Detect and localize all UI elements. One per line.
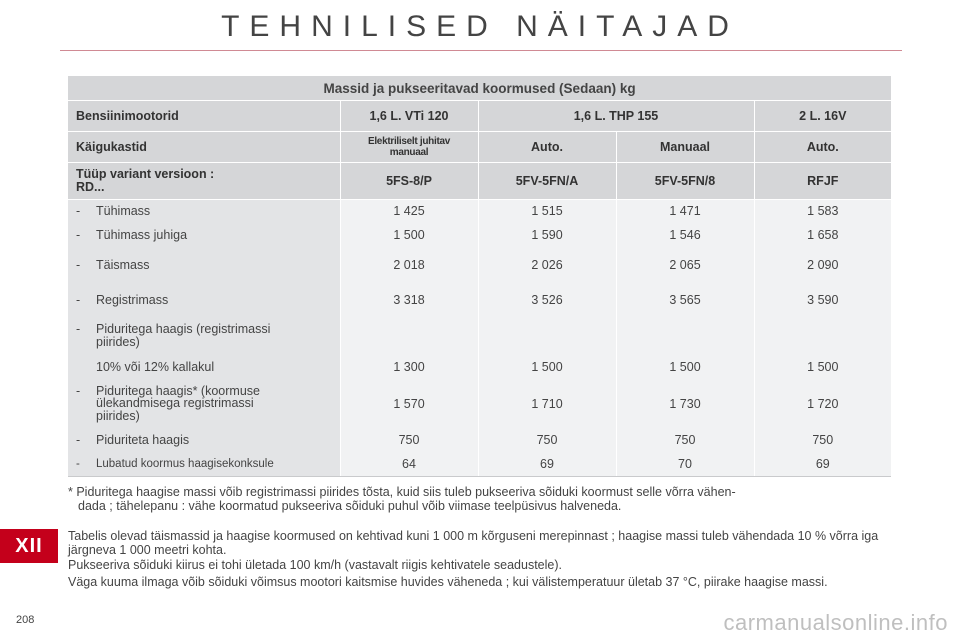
table-cell [754,318,891,354]
table-cell: 1 300 [340,354,478,380]
type-col: RFJF [754,163,891,200]
table-cell: 3 318 [340,282,478,318]
table-cell: 1 500 [616,354,754,380]
table-cell: 1 658 [754,223,891,248]
table-cell: 750 [754,428,891,453]
watermark: carmanualsonline.info [723,610,948,635]
table-cell: 2 090 [754,248,891,282]
type-col: 5FV-5FN/8 [616,163,754,200]
row-dash: - [76,292,81,307]
gearbox-col: Auto. [754,132,891,163]
row-dash: - [76,321,81,336]
table-cell: 1 500 [340,223,478,248]
gearbox-col: Manuaal [616,132,754,163]
table-row [68,223,891,248]
table-cell: 69 [754,453,891,477]
footnote-line: dada ; tähelepanu : vähe koormatud pukseeriva sõiduki puhul võib viimase teelpüsivus halveneda. [78,499,622,513]
gearbox-row [68,132,891,163]
engine-col: 2 L. 16V [754,101,891,132]
row-dash: - [76,257,81,272]
table-caption: Massid ja pukseeritavad koormused (Sedaan) kg [68,76,891,101]
table-cell: 1 590 [478,223,616,248]
row-dash: - [76,433,81,447]
row-label-text: piirides) [96,334,140,349]
paragraph-speed: Pukseeriva sõiduki kiirus ei tohi ületada 100 km/h (vastavalt riigis kehtivatele seadustele). [68,558,562,572]
table-cell: 3 590 [754,282,891,318]
title-divider [60,50,902,51]
row-label-text: Täismass [96,257,150,272]
row-label [68,354,340,380]
table-cell: 750 [616,428,754,453]
engine-col: 1,6 L. THP 155 [478,101,754,132]
gearbox-col: Elektriliselt juhitav manuaal [340,132,478,163]
row-label-text: Piduritega haagis (registrimassi [96,321,271,336]
row-label [68,248,340,282]
row-label-text: piirides) [96,408,140,423]
table-cell: 3 526 [478,282,616,318]
mass-table [68,76,891,477]
paragraph-heat: Väga kuuma ilmaga võib sõiduki võimsus mootori kaitsmise huvides väheneda ; kui välistemperatuur ületab 37 °C, piirake haagise massi. [68,575,828,589]
page-title: TEHNILISED NÄITAJAD [221,10,739,43]
row-label-text: 10% või 12% kallakul [96,359,215,374]
engine-row [68,101,891,132]
table-cell [478,318,616,354]
engine-label: Bensiinimootorid [68,101,340,132]
row-dash: - [76,458,80,471]
table-cell: 69 [478,453,616,477]
row-dash: - [76,228,81,242]
table-cell: 1 583 [754,200,891,223]
table-cell: 750 [340,428,478,453]
footnote [68,485,894,513]
row-label-text: Lubatud koormus haagisekonksule [96,458,274,471]
table-row [68,282,891,318]
type-col: 5FV-5FN/A [478,163,616,200]
table-cell: 1 500 [754,354,891,380]
engine-col: 1,6 L. VTi 120 [340,101,478,132]
row-label-text: ülekandmisega registrimassi [96,396,254,411]
table-cell [616,318,754,354]
table-row [68,354,891,380]
gearbox-label: Käigukastid [68,132,340,163]
table-cell [340,318,478,354]
type-row [68,163,891,200]
table-row [68,200,891,223]
type-col: 5FS-8/P [340,163,478,200]
gearbox-col: Auto. [478,132,616,163]
table-cell: 64 [340,453,478,477]
type-label [68,163,340,200]
table-cell: 1 515 [478,200,616,223]
table-row [68,453,891,477]
row-label [68,282,340,318]
row-label-text: Registrimass [96,292,169,307]
table-row [68,428,891,453]
row-dash: - [76,383,81,398]
table-cell: 1 425 [340,200,478,223]
table-cell: 1 471 [616,200,754,223]
row-label [68,428,340,453]
row-dash: - [76,204,81,219]
table-cell: 1 720 [754,380,891,428]
table-cell: 1 546 [616,223,754,248]
footnote-line: * Piduritega haagise massi võib registrimassi piirides tõsta, kuid siis tuleb pukseeriva sõiduki koormust selle võrra vähen- [68,485,736,499]
table-cell: 1 570 [340,380,478,428]
row-label [68,380,340,428]
row-label-text: Tühimass [96,204,151,219]
paragraph-altitude: Tabelis olevad täismassid ja haagise koormused on kehtivad kuni 1 000 m kõrguseni merepinnast ; haagise massi tuleb vähendada 10 % võrra iga järgneva 1 000 meetri kohta. [68,529,879,557]
table-cell: 3 565 [616,282,754,318]
row-label [68,453,340,477]
table-cell: 70 [616,453,754,477]
table-cell: 1 730 [616,380,754,428]
table-cell: 2 018 [340,248,478,282]
chapter-tab: XII [0,529,58,563]
table-row [68,380,891,428]
table-row [68,318,891,354]
table-cell: 750 [478,428,616,453]
table-row [68,248,891,282]
table-cell: 1 710 [478,380,616,428]
type-label-line1: Tüüp variant versioon : [76,167,215,181]
table-cell: 2 026 [478,248,616,282]
row-label-text: Tühimass juhiga [96,228,188,242]
row-label-text: Piduritega haagis* (koormuse [96,383,260,398]
row-label [68,223,340,248]
row-label-text: Piduriteta haagis [96,433,190,447]
table-cell: 1 500 [478,354,616,380]
type-label-line2: RD... [76,180,105,194]
table-caption-row [68,76,891,101]
page-number: 208 [16,614,35,626]
row-label [68,318,340,354]
row-label [68,200,340,223]
table-cell: 2 065 [616,248,754,282]
